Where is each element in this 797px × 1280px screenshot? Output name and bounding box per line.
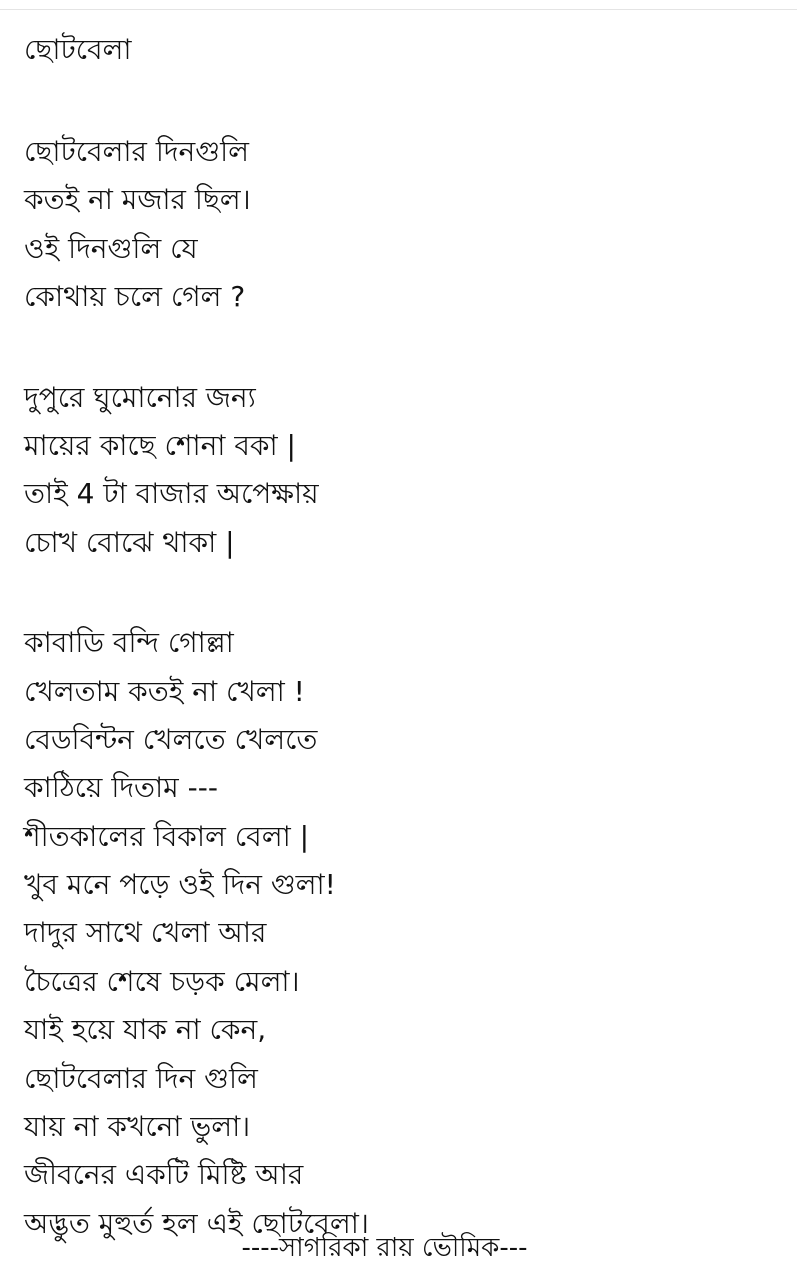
top-divider [0, 9, 797, 10]
poem-line: চৈত্রের শেষে চড়ক মেলা। [24, 964, 300, 998]
poem-line: জীবনের একটি মিষ্টি আর [24, 1158, 304, 1192]
author-signature [0, 1228, 797, 1268]
poem-line: যায় না কখনো ভুলা। [24, 1110, 251, 1144]
stanza-2 [24, 374, 784, 568]
poem-line: কতই না মজার ছিল। [24, 183, 251, 217]
stanza-1 [24, 128, 784, 322]
poem-line: যাই হয়ে যাক না কেন, [24, 1013, 267, 1047]
poem-line: দুপুরে ঘুমোনোর জন্য [24, 380, 256, 414]
poem-line: শীতকালের বিকাল বেলা | [24, 819, 310, 853]
poem-line: ছোটবেলার দিনগুলি [24, 135, 249, 168]
poem-title: ছোটবেলা [24, 33, 132, 66]
poem-line: চোখ বোঝে থাকা | [24, 525, 235, 559]
poem-line: তাই 4 টা বাজার অপেক্ষায় [24, 477, 319, 511]
poem-line: বেডবিন্টন খেলতে খেলতে [24, 722, 318, 756]
poem-line: মায়ের কাছে শোনা বকা | [24, 428, 296, 462]
poem-line: ছোটবেলার দিন গুলি [24, 1061, 258, 1095]
poem-line: কোথায় চলে গেল ? [24, 280, 246, 314]
poem-line: খুব মনে পড়ে ওই দিন গুলা! [24, 868, 336, 902]
poem-line: কাবাডি বন্দি গোল্লা [24, 626, 234, 660]
poem [24, 24, 784, 1248]
poem-line: ওই দিনগুলি যে [24, 231, 198, 265]
poem-line: দাদুর সাথে খেলা আর [24, 916, 267, 950]
poem-line: কাঠিয়ে দিতাম --- [24, 771, 218, 805]
poem-line: খেলতাম কতই না খেলা ! [24, 674, 305, 708]
stanza-3 [24, 619, 784, 1248]
author-signature-text: ----সাগরিকা রায় ভৌমিক--- [241, 1233, 528, 1263]
poem-line: অদ্ভুত মুহুর্ত হল এই ছোটবেলা। [24, 1206, 369, 1240]
